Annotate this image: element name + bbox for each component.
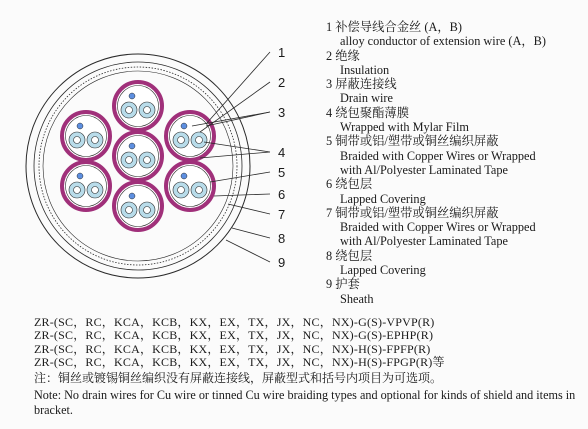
drain-wire-dot [129, 193, 135, 199]
twisted-pair [114, 182, 162, 230]
pair-shield-ring [62, 162, 110, 210]
conductor-circle [144, 107, 151, 114]
legend [326, 20, 584, 306]
leader-line [204, 142, 270, 152]
conductor-circle [196, 137, 203, 144]
pair-shield-ring [62, 112, 110, 160]
leader-line [232, 228, 270, 238]
legend-item-english: Sheath [340, 291, 374, 306]
conductor-circle [126, 157, 133, 164]
legend-item-english: Lapped Covering [340, 263, 426, 278]
model-row: ZR-(SC，RC，KCA，KCB，KX，EX，TX，JX，NC，NX)-H(S)-FPGP(R)等 [34, 354, 445, 369]
leader-line [206, 52, 270, 124]
cable-cross-section-diagram [0, 0, 320, 310]
legend-item-english: Braided with Copper Wires or Wrapped [340, 148, 536, 163]
leader-line [200, 82, 270, 132]
callout-number: 9 [278, 255, 286, 270]
drain-wire-dot [129, 143, 135, 149]
legend-item-label: 5 铜带或铝/塑带或铜丝编织屏蔽 [326, 134, 499, 149]
drain-wire-dot [77, 173, 83, 179]
legend-item-english: Drain wire [340, 91, 393, 106]
callout-number: 8 [278, 231, 286, 246]
note-chinese: 注：铜丝或镀锡铜丝编织没有屏蔽连接线，屏蔽型式和括号内项目为可选项。 [34, 371, 443, 385]
model-list [34, 316, 445, 369]
legend-item-english: Lapped Covering [340, 191, 426, 206]
legend-item-label: 3 屏蔽连接线 [326, 77, 397, 92]
callout-number: 2 [278, 75, 286, 90]
drain-wire-dot [129, 93, 135, 99]
legend-item-english: alloy conductor of extension wire (A，B) [340, 34, 546, 49]
drain-wire-dot [77, 123, 83, 129]
conductor-circle [92, 187, 99, 194]
legend-item-english: with Al/Polyester Laminated Tape [340, 234, 508, 249]
pair-shield-ring [166, 162, 214, 210]
legend-item-english: Wrapped with Mylar Film [340, 120, 469, 135]
twisted-pair [62, 162, 110, 210]
pair-shield-ring [114, 132, 162, 180]
leader-line [206, 112, 270, 126]
legend-item-label: 2 绝缘 [326, 48, 360, 63]
note-english: Note: No drain wires for Cu wire or tinned Cu wire braiding types and optional for kinds of shield and items in bracket. [34, 388, 576, 417]
pair-shield-ring [166, 112, 214, 160]
model-row: ZR-(SC，RC，KCA，KCB，KX，EX，TX，JX，NC，NX)-G(S)-VPVP(R) [34, 315, 435, 329]
conductor-circle [126, 207, 133, 214]
conductor-circle [144, 207, 151, 214]
legend-item-label: 1 补偿导线合金丝 (A，B) [326, 20, 462, 34]
callout-number: 1 [278, 45, 286, 60]
conductor-circle [144, 157, 151, 164]
legend-item-english: Insulation [340, 62, 390, 77]
callout-number: 3 [278, 105, 286, 120]
twisted-pair [114, 132, 162, 180]
legend-item-label: 4 绕包聚酯薄膜 [326, 105, 410, 120]
conductor-circle [92, 137, 99, 144]
callout-number: 6 [278, 187, 286, 202]
conductor-circle [74, 137, 81, 144]
twisted-pair [166, 112, 214, 160]
leader-line [200, 152, 270, 158]
model-row: ZR-(SC，RC，KCA，KCB，KX，EX，TX，JX，NC，NX)-H(S)-FPFP(R) [34, 341, 431, 356]
legend-item-english: with Al/Polyester Laminated Tape [340, 162, 508, 177]
twisted-pair [166, 162, 214, 210]
leader-line [226, 240, 270, 262]
legend-item-label: 9 护套 [326, 277, 360, 292]
callout-number: 7 [278, 207, 286, 222]
conductor-circle [196, 187, 203, 194]
pair-shield-ring [114, 82, 162, 130]
legend-item-label: 6 绕包层 [326, 177, 373, 192]
legend-item-label: 8 绕包层 [326, 248, 373, 263]
leader-line [210, 172, 270, 182]
conductor-circle [178, 137, 185, 144]
callout-number: 4 [278, 145, 286, 160]
conductor-circle [126, 107, 133, 114]
conductor-circle [178, 187, 185, 194]
conductor-circle [74, 187, 81, 194]
twisted-pair [62, 112, 110, 160]
legend-item-label: 7 铜带或铝/塑带或铜丝编织屏蔽 [326, 205, 499, 220]
drain-wire-dot [181, 123, 187, 129]
pair-shield-ring [114, 182, 162, 230]
leader-line [214, 194, 270, 196]
drain-wire-dot [181, 173, 187, 179]
model-row: ZR-(SC，RC，KCA，KCB，KX，EX，TX，JX，NC，NX)-G(S)-EPHP(R) [34, 328, 434, 343]
legend-item-english: Braided with Copper Wires or Wrapped [340, 220, 536, 235]
leader-line [228, 204, 270, 214]
twisted-pair [114, 82, 162, 130]
callout-number: 5 [278, 165, 286, 180]
